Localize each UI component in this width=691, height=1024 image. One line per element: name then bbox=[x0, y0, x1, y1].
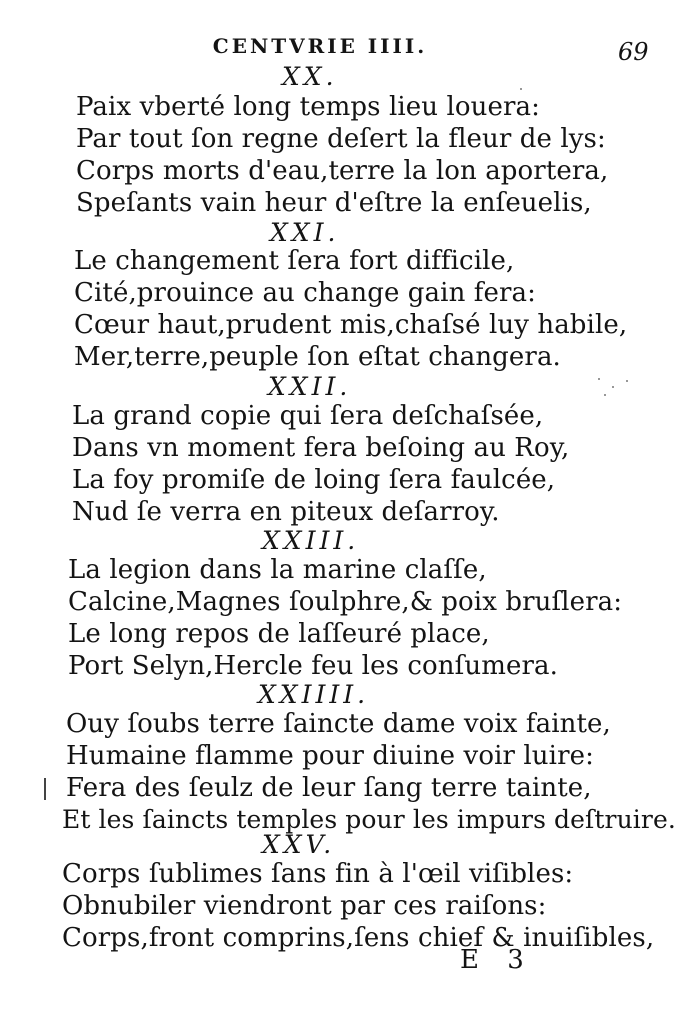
ink-speck bbox=[520, 88, 522, 90]
verse-line: Speſants vain heur d'eſtre la enſeuelis, bbox=[76, 188, 592, 218]
page-number: 69 bbox=[618, 38, 649, 66]
quatrain-number: XXII. bbox=[268, 372, 352, 401]
verse-line: Calcine,Magnes ſoulphre,& poix bruſlera: bbox=[68, 587, 623, 617]
quatrain-number: XX. bbox=[282, 62, 338, 91]
verse-line: La legion dans la marine claſſe, bbox=[68, 555, 487, 585]
quatrain-number: XXIII. bbox=[262, 526, 360, 555]
verse-line: Corps ſublimes ſans fin à l'œil viſibles: bbox=[62, 859, 574, 889]
verse-line: Dans vn moment fera beſoing au Roy, bbox=[72, 433, 570, 463]
verse-line: La foy promiſe de loing ſera faulcée, bbox=[72, 465, 556, 495]
verse-line: Par tout ſon regne deſert la fleur de lys: bbox=[76, 124, 606, 154]
verse-line: Humaine flamme pour diuine voir luire: bbox=[66, 741, 594, 771]
verse-line: Le changement ſera fort difficile, bbox=[74, 246, 515, 276]
running-title: CENTVRIE IIII. bbox=[212, 34, 428, 58]
verse-line: Fera des ſeulz de leur ſang terre tainte, bbox=[66, 773, 592, 803]
verse-line: Corps,front comprins,ſens chief & inuiſibles, bbox=[62, 923, 655, 953]
verse-line: Corps morts d'eau,terre la lon aportera, bbox=[76, 156, 609, 186]
quatrain-number: XXV. bbox=[262, 830, 336, 859]
verse-line: Et les ſaincts temples pour les impurs deſtruire. bbox=[62, 805, 676, 834]
verse-line: Mer,terre,peuple ſon eſtat changera. bbox=[74, 342, 561, 372]
catchword-signature: E 3 bbox=[460, 945, 534, 975]
verse-line: Paix vberté long temps lieu louera: bbox=[76, 92, 540, 122]
verse-line: Cœur haut,prudent mis,chaſsé luy habile, bbox=[74, 310, 628, 340]
ink-speck bbox=[604, 394, 606, 396]
verse-line: Obnubiler viendront par ces raiſons: bbox=[62, 891, 547, 921]
verse-line: La grand copie qui ſera deſchaſsée, bbox=[72, 401, 544, 431]
verse-line: Port Selyn,Hercle feu les conſumera. bbox=[68, 651, 558, 681]
ink-speck bbox=[626, 380, 628, 382]
margin-mark bbox=[44, 778, 46, 800]
quatrain-number: XXI. bbox=[270, 218, 340, 247]
verse-line: Cité,prouince au change gain fera: bbox=[74, 278, 536, 308]
verse-line: Ouy ſoubs terre ſaincte dame voix fainte, bbox=[66, 709, 611, 739]
ink-speck bbox=[612, 386, 614, 388]
verse-line: Le long repos de laſſeuré place, bbox=[68, 619, 490, 649]
verse-line: Nud ſe verra en piteux deſarroy. bbox=[72, 497, 500, 527]
quatrain-number: XXIIII. bbox=[258, 680, 370, 709]
ink-speck bbox=[598, 378, 600, 380]
